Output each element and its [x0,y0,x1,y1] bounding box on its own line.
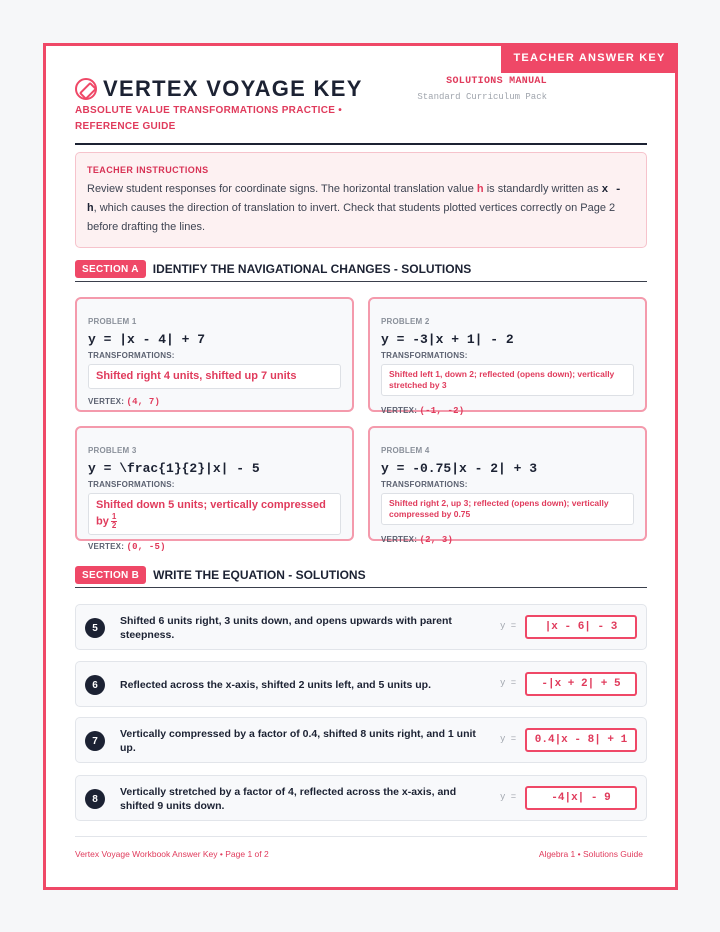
transformation-answer: Shifted left 1, down 2; reflected (opens down); vertically stretched by 3 [381,364,634,396]
problem-equation: y = |x - 4| + 7 [88,332,206,347]
transformation-answer-text: Shifted down 5 units; vertically compressed by [96,499,326,528]
equation-answer-box: -4|x| - 9 [525,786,637,810]
instructions-text-1: Review student responses for coordinate signs. The horizontal translation value [87,183,477,195]
equation-answer-box: 0.4|x - 8| + 1 [525,728,637,752]
transformations-label: TRANSFORMATIONS: [381,480,468,489]
teacher-answer-key-ribbon: TEACHER ANSWER KEY [501,43,678,73]
section-b-title: WRITE THE EQUATION - SOLUTIONS [153,568,366,582]
problem-label: PROBLEM 2 [381,317,430,326]
transformations-label: TRANSFORMATIONS: [381,351,468,360]
instructions-code: x - h [87,184,622,215]
problem-number-badge: 5 [85,618,105,638]
problem-label: PROBLEM 4 [381,446,430,455]
y-equals-label: y = [500,734,517,744]
vertex-line [88,397,160,407]
problem-label: PROBLEM 3 [88,446,137,455]
manual-title: SOLUTIONS MANUAL [446,76,547,87]
footer-left: Vertex Voyage Workbook Answer Key • Page 1 of 2 [75,849,269,859]
problem-card-4 [368,426,647,545]
header-divider [75,143,647,145]
vertex-line [381,406,464,416]
equation-answer-box: |x - 6| - 3 [525,615,637,639]
problem-number-badge: 8 [85,789,105,809]
problem-card-3 [75,426,354,552]
solutions-manual-block [417,76,547,104]
vertex-value: (2, 3) [419,535,454,545]
page-subtitle: ABSOLUTE VALUE TRANSFORMATIONS PRACTICE • REFERENCE GUIDE [75,105,343,132]
fraction-one-half [111,513,117,530]
instructions-text-3: , which causes the direction of translation to invert. Check that students plotted vertices correctly on Page 2 before drafting the lines. [87,202,616,233]
problem-number-badge: 6 [85,675,105,695]
problem-label: PROBLEM 1 [88,317,137,326]
equation-prompt: Reflected across the x-axis, shifted 2 units left, and 5 units up. [120,679,431,691]
vertex-value: (-1, -2) [419,406,465,416]
title-row [75,76,363,102]
teacher-instructions [75,152,647,248]
equation-prompt: Vertically compressed by a factor of 0.4, shifted 8 units right, and 1 unit up. [120,728,476,754]
y-equals-label: y = [500,678,517,688]
fraction-denominator: 2 [111,521,117,530]
problem-equation: y = -3|x + 1| - 2 [381,332,514,347]
vertex-label: VERTEX: [381,535,418,544]
transformation-answer [88,493,341,535]
equation-row-7 [75,717,647,763]
instructions-body [87,180,635,236]
section-b-header [75,566,647,588]
vertex-line [88,542,166,552]
footer-divider [75,836,647,837]
manual-subtitle: Standard Curriculum Pack [417,92,547,102]
section-a-badge: SECTION A [75,260,146,278]
vertex-value: (0, -5) [126,542,166,552]
page-title: VERTEX VOYAGE KEY [103,76,363,101]
equation-row-5 [75,604,647,650]
problem-equation: y = \frac{1}{2}|x| - 5 [88,461,260,476]
section-b-badge: SECTION B [75,566,146,584]
equation-answer-box: -|x + 2| + 5 [525,672,637,696]
equation-row-8 [75,775,647,821]
instructions-heading: TEACHER INSTRUCTIONS [87,165,209,175]
vertex-label: VERTEX: [381,406,418,415]
y-equals-label: y = [500,621,517,631]
problem-number-badge: 7 [85,731,105,751]
equation-prompt: Shifted 6 units right, 3 units down, and opens upwards with parent steepness. [120,615,452,641]
instructions-h-highlight: h [476,183,484,195]
transformations-label: TRANSFORMATIONS: [88,480,175,489]
vertex-line [381,535,453,545]
instructions-text-2: is standardly written as [483,183,602,195]
y-equals-label: y = [500,792,517,802]
answer-key-page [43,43,678,890]
compass-icon [75,78,97,100]
section-a-header [75,260,647,282]
problem-card-1 [75,297,354,412]
equation-row-6 [75,661,647,707]
transformation-answer: Shifted right 4 units, shifted up 7 units [88,364,341,389]
problem-card-2 [368,297,647,416]
footer-right: Algebra 1 • Solutions Guide [538,849,643,859]
section-a-title: IDENTIFY THE NAVIGATIONAL CHANGES - SOLUTIONS [152,262,472,276]
transformation-answer: Shifted right 2, up 3; reflected (opens down); vertically compressed by 0.75 [381,493,634,525]
vertex-label: VERTEX: [88,397,125,406]
problem-equation: y = -0.75|x - 2| + 3 [381,461,538,476]
vertex-value: (4, 7) [126,397,161,407]
equation-prompt: Vertically stretched by a factor of 4, reflected across the x-axis, and shifted 9 units down. [120,786,457,812]
vertex-label: VERTEX: [88,542,125,551]
fraction-numerator: 1 [111,512,117,521]
transformations-label: TRANSFORMATIONS: [88,351,175,360]
